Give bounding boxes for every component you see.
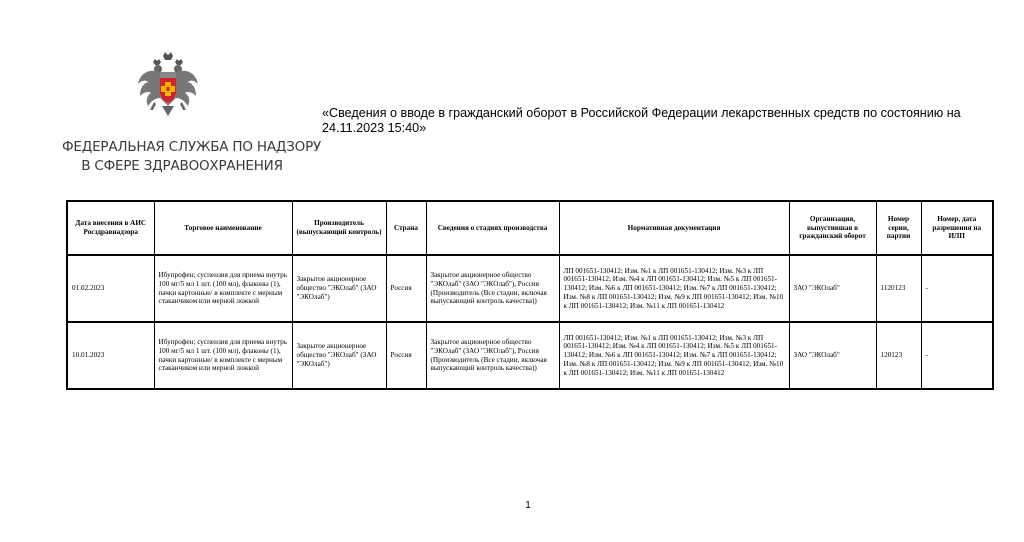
agency-name-line2: В СФЕРЕ ЗДРАВООХРАНЕНИЯ <box>81 158 283 174</box>
column-header: Страна <box>386 201 426 255</box>
table-header-row <box>67 201 993 255</box>
cell-organization: ЗАО "ЭКОлаб" <box>789 322 876 389</box>
cell-permit: - <box>921 322 993 389</box>
column-header: Производитель (выпускающий контроль) <box>292 201 386 255</box>
column-header: Номер, дата разрешения на ИЛП <box>921 201 993 255</box>
column-header: Сведения о стадиях производства <box>426 201 559 255</box>
cell-country: Россия <box>386 255 426 322</box>
cell-country: Россия <box>386 322 426 389</box>
cell-manufacturer: Закрытое акционерное общество "ЭКОлаб" (ЗАО "ЭКОлаб") <box>292 322 386 389</box>
cell-trade-name: Ибупрофен; суспензия для приема внутрь 100 мг/5 мл 1 шт. (100 мл), флаконы (1), пачки картонные/ в комплекте с мерным стаканчиком или мерной ложкой <box>154 322 292 389</box>
cell-normative-docs: ЛП 001651-130412; Изм. №1 к ЛП 001651-130412; Изм. №3 к ЛП 001651-130412; Изм. №4 к ЛП 001651-130412; Изм. №5 к ЛП 001651-130412; Изм. №6 к ЛП 001651-130412; Изм. №7 к ЛП 001651-130412; Изм. №8 к ЛП 001651-130412; Изм. №9 к ЛП 001651-130412; Изм. №10 к ЛП 001651-130412; Изм. №11 к ЛП 001651-130412 <box>559 255 789 322</box>
column-header: Торговое наименование <box>154 201 292 255</box>
document-title: «Сведения о вводе в гражданский оборот в Российской Федерации лекарственных средств по состоянию на 24.11.2023 15:40» <box>322 106 961 135</box>
cell-batch-number: 120123 <box>876 322 921 389</box>
cell-batch-number: 1120123 <box>876 255 921 322</box>
table-row <box>67 322 993 389</box>
cell-manufacturer: Закрытое акционерное общество "ЭКОлаб" (ЗАО "ЭКОлаб") <box>292 255 386 322</box>
agency-name <box>62 138 322 176</box>
column-header: Нормативная документация <box>559 201 789 255</box>
table-row <box>67 255 993 322</box>
page-number: 1 <box>525 500 531 511</box>
cell-trade-name: Ибупрофен; суспензия для приема внутрь 100 мг/5 мл 1 шт. (100 мл), флаконы (1), пачки картонные/ в комплекте с мерным стаканчиком или мерной ложкой <box>154 255 292 322</box>
cell-date: 10.01.2023 <box>67 322 154 389</box>
cell-production-stages: Закрытое акционерное общество "ЭКОлаб" (ЗАО "ЭКОлаб"), Россия (Производитель (Все стадии, включая выпускающий контроль качества)) <box>426 255 559 322</box>
medicines-table <box>66 200 994 390</box>
column-header: Номер серии, партии <box>876 201 921 255</box>
column-header: Организация, выпустившая в гражданский оборот <box>789 201 876 255</box>
cell-normative-docs: ЛП 001651-130412; Изм. №1 к ЛП 001651-130412; Изм. №3 к ЛП 001651-130412; Изм. №4 к ЛП 001651-130412; Изм. №5 к ЛП 001651-130412; Изм. №6 к ЛП 001651-130412; Изм. №7 к ЛП 001651-130412; Изм. №8 к ЛП 001651-130412; Изм. №9 к ЛП 001651-130412; Изм. №10 к ЛП 001651-130412; Изм. №11 к ЛП 001651-130412 <box>559 322 789 389</box>
cell-production-stages: Закрытое акционерное общество "ЭКОлаб" (ЗАО "ЭКОлаб"), Россия (Производитель (Все стадии, включая выпускающий контроль качества)) <box>426 322 559 389</box>
column-header: Дата внесения в АИС Росздравнадзора <box>67 201 154 255</box>
cell-date: 01.02.2023 <box>67 255 154 322</box>
agency-name-line1: ФЕДЕРАЛЬНАЯ СЛУЖБА ПО НАДЗОРУ <box>62 139 322 155</box>
cell-organization: ЗАО "ЭКОлаб" <box>789 255 876 322</box>
cell-permit: - <box>921 255 993 322</box>
double-headed-eagle-emblem-icon <box>136 50 200 122</box>
